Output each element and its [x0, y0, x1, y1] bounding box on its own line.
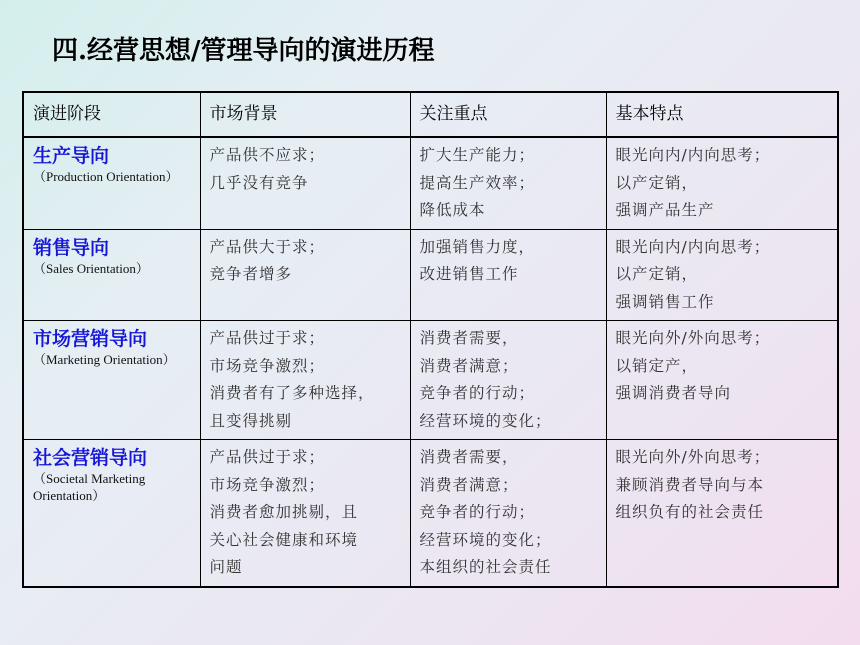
background-line: 问题 — [209, 558, 243, 576]
stage-cell — [23, 229, 200, 321]
background-line: 产品供过于求； — [209, 329, 326, 347]
features-line: 强调消费者导向 — [615, 384, 732, 402]
table-header-row — [23, 92, 838, 137]
features-line: 眼光向内/内向思考； — [615, 146, 771, 164]
background-line: 消费者有了多种选择， — [209, 384, 375, 402]
focus-line: 提高生产效率； — [419, 173, 536, 192]
features-line: 眼光向外/外向思考； — [615, 448, 771, 466]
focus-cell — [410, 321, 606, 440]
background-line: 且变得挑剔 — [209, 411, 293, 430]
stage-name: 市场营销导向 — [33, 328, 148, 350]
stage-english-name: （Societal Marketing Orientation） — [33, 471, 146, 503]
background-line: 几乎没有竞争 — [209, 173, 309, 192]
background-line: 产品供过于求； — [209, 448, 326, 466]
focus-line: 消费者需要， — [419, 448, 519, 466]
background-cell — [200, 137, 410, 229]
header-features: 基本特点 — [606, 92, 838, 137]
focus-cell — [410, 440, 606, 587]
stage-cell — [23, 440, 200, 587]
focus-line: 扩大生产能力； — [419, 146, 536, 164]
features-line: 强调产品生产 — [615, 201, 715, 219]
features-cell — [606, 137, 838, 229]
stage-cell — [23, 137, 200, 229]
features-line: 以销定产， — [615, 356, 699, 375]
features-cell — [606, 321, 838, 440]
table-row — [23, 229, 838, 321]
background-line: 市场竞争激烈； — [209, 356, 326, 375]
header-background: 市场背景 — [200, 92, 410, 137]
stage-name: 销售导向 — [33, 236, 110, 259]
background-line: 产品供大于求； — [209, 237, 326, 256]
stage-name: 社会营销导向 — [33, 447, 148, 469]
background-cell — [200, 229, 410, 321]
focus-cell — [410, 229, 606, 321]
focus-line: 消费者满意； — [419, 475, 519, 494]
focus-line: 经营环境的变化； — [419, 530, 552, 549]
stage-english-name: （Marketing Orientation） — [33, 352, 176, 367]
focus-line: 竞争者的行动； — [419, 384, 536, 402]
features-line: 兼顾消费者导向与本 — [615, 475, 765, 494]
table-row — [23, 440, 838, 587]
focus-line: 本组织的社会责任 — [419, 558, 552, 576]
header-focus: 关注重点 — [410, 92, 606, 137]
features-cell — [606, 229, 838, 321]
header-stage: 演进阶段 — [23, 92, 200, 137]
table-row — [23, 321, 838, 440]
features-line: 组织负有的社会责任 — [615, 503, 765, 521]
slide-title: 四.经营思想/管理导向的演进历程 — [52, 36, 435, 66]
background-line: 关心社会健康和环境 — [209, 530, 359, 549]
focus-line: 降低成本 — [419, 201, 486, 219]
focus-line: 加强销售力度， — [419, 237, 536, 256]
focus-line: 消费者需要， — [419, 329, 519, 347]
features-line: 以产定销， — [615, 173, 699, 192]
background-line: 竞争者增多 — [209, 265, 293, 283]
background-line: 产品供不应求； — [209, 146, 326, 164]
table-row — [23, 137, 838, 229]
stage-cell — [23, 321, 200, 440]
stage-english-name: （Sales Orientation） — [33, 260, 149, 276]
stage-name: 生产导向 — [33, 145, 110, 167]
features-line: 以产定销， — [615, 265, 699, 283]
features-line: 强调销售工作 — [615, 292, 715, 311]
background-line: 市场竞争激烈； — [209, 475, 326, 494]
background-cell — [200, 321, 410, 440]
focus-cell — [410, 137, 606, 229]
focus-line: 消费者满意； — [419, 356, 519, 375]
features-cell — [606, 440, 838, 587]
stage-english-name: （Production Orientation） — [33, 169, 179, 184]
features-line: 眼光向内/内向思考； — [615, 237, 771, 256]
background-line: 消费者愈加挑剔，且 — [209, 503, 359, 521]
focus-line: 经营环境的变化； — [419, 411, 552, 430]
orientation-table — [22, 91, 839, 588]
focus-line: 竞争者的行动； — [419, 503, 536, 521]
background-cell — [200, 440, 410, 587]
features-line: 眼光向外/外向思考； — [615, 329, 771, 347]
focus-line: 改进销售工作 — [419, 265, 519, 283]
